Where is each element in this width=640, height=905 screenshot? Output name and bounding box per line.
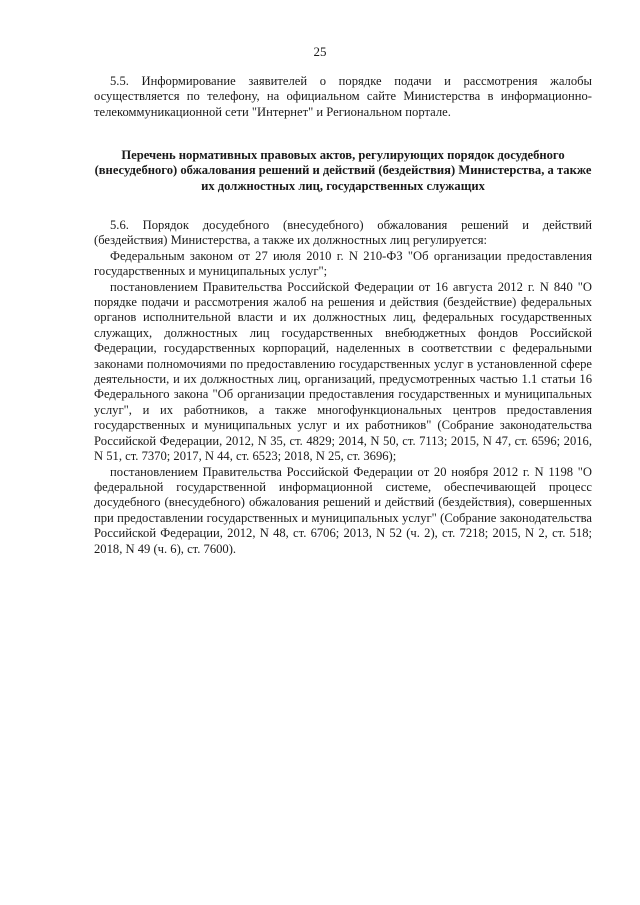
section-5-6 bbox=[94, 218, 592, 557]
legal-act-federal-law-210: Федеральным законом от 27 июля 2010 г. N 210-ФЗ "Об организации предоставления государственных и муниципальных услуг"; bbox=[94, 248, 592, 279]
section-5-5-text: 5.5. Информирование заявителей о порядке подачи и рассмотрения жалобы осуществляется по телефону, на официальном сайте Министерства в информационно-телекоммуникационной сети "Интернет" и Региональном портале. bbox=[94, 74, 592, 119]
section-5-6-intro: 5.6. Порядок досудебного (внесудебного) обжалования решений и действий (бездействия) Министерства, а также их должностных лиц регулируется: bbox=[94, 218, 592, 248]
section-5-5 bbox=[94, 74, 592, 120]
section-heading: Перечень нормативных правовых актов, регулирующих порядок досудебного (внесудебного) обжалования решений и действий (бездействия) Министерства, а также их должностных лиц, государственных служащих bbox=[94, 148, 592, 193]
page-number: 25 bbox=[313, 44, 327, 59]
legal-act-decree-840: постановлением Правительства Российской Федерации от 16 августа 2012 г. N 840 "О порядке подачи и рассмотрения жалоб на решения и действия (бездействие) федеральных органов исполнительной власти и их должностных лиц, федеральных государственных служащих, должностных лиц государственных внебюджетных фондов Российской Федерации, государственных корпораций, наделенных в соответствии с федеральными законами полномочиями по предоставлению государственных услуг в установленной сфере деятельности, и их должностных лиц, организаций, предусмотренных частью 1.1 статьи 16 Федерального закона "Об организации предоставления государственных и муниципальных услуг", и их работников, а также многофункциональных центров предоставления государственных и муниципальных услуг и их работников" (Собрание законодательства Российской Федерации, 2012, N 35, ст. 4829; 2014, N 50, ст. 7113; 2015, N 47, ст. 6596; 2016, N 51, ст. 7370; 2017, N 44, ст. 6523; 2018, N 25, ст. 3696); bbox=[94, 279, 592, 464]
legal-act-decree-1198: постановлением Правительства Российской Федерации от 20 ноября 2012 г. N 1198 "О федеральной государственной информационной системе, обеспечивающей процесс досудебного (внесудебного) обжалования решений и действий (бездействия), совершенных при предоставлении государственных и муниципальных услуг" (Собрание законодательства Российской Федерации, 2012, N 48, ст. 6706; 2013, N 52 (ч. 2), ст. 7218; 2015, N 2, ст. 518; 2018, N 49 (ч. 6), ст. 7600). bbox=[94, 464, 592, 556]
